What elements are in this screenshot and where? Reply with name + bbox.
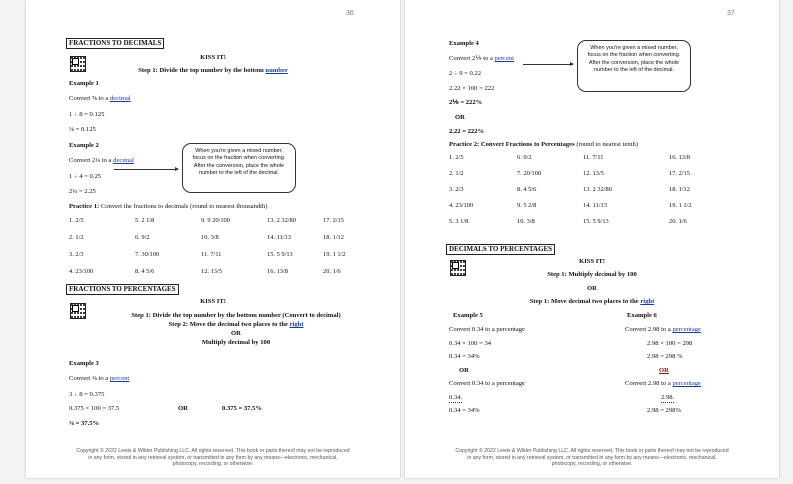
step-heading: Multiply decimal by 100: [201, 339, 271, 346]
page-number: 37: [727, 10, 735, 17]
practice-item: 17. 2/15: [323, 217, 344, 224]
practice-item: 2. 1/2: [69, 234, 84, 241]
example-3-line: ⅜ = 37.5%: [69, 420, 100, 427]
practice-item: 14. 11/13: [267, 234, 291, 241]
step-heading: Step 2: Move the decimal two places to the right: [168, 321, 304, 328]
example-4-line: 2.22 = 222%: [449, 128, 485, 135]
step-heading: Step 1: Multiply decimal by 100: [547, 271, 637, 278]
or-label: OR: [178, 405, 188, 412]
arrow-icon: [114, 169, 178, 170]
mixed-number-callout: When you're given a mixed number, focus on the fraction when converting. After the conversion, place the whole number to the left of the decimal.: [577, 40, 691, 92]
practice-item: 18. 1/12: [669, 186, 690, 193]
section-title-fractions-to-decimals: FRACTIONS TO DECIMALS: [66, 38, 164, 49]
practice-item: 7. 30/100: [135, 251, 160, 258]
example-2-question: Convert 2¼ to a decimal: [69, 157, 135, 164]
practice-item: 9. 5 2/8: [517, 202, 537, 209]
practice-2-instructions: Practice 2: Convert Fractions to Percentages (round to nearest tenth): [449, 141, 639, 148]
example-1-line: 1 ÷ 8 = 0.125: [69, 111, 105, 118]
step-heading: Step 1: Divide the top number by the bottom number: [138, 67, 288, 74]
example-5-question: Convert 0.34 to a percentage: [449, 326, 525, 333]
practice-item: 7. 20/100: [517, 170, 542, 177]
practice-item: 5. 3 1/8: [449, 218, 469, 225]
kiss-heading: KISS IT!: [200, 298, 226, 305]
practice-item: 4. 23/100: [449, 202, 474, 209]
practice-item: 13. 2 32/80: [267, 217, 296, 224]
practice-item: 17. 2/15: [669, 170, 690, 177]
practice-item: 6. 9/2: [517, 154, 532, 161]
practice-item: 5. 2 1/8: [135, 217, 155, 224]
practice-item: 6. 9/2: [135, 234, 150, 241]
practice-item: 15. 5 9/13: [583, 218, 609, 225]
practice-item: 14. 11/13: [583, 202, 607, 209]
practice-item: 10. 3/8: [201, 234, 219, 241]
example-3-line: 3 ÷ 8 = 0.375: [69, 391, 105, 398]
example-2-title: Example 2: [69, 142, 99, 149]
practice-item: 8. 4 5/6: [135, 268, 155, 275]
practice-item: 12. 13/5: [201, 268, 222, 275]
example-4-title: Example 4: [449, 40, 479, 47]
practice-item: 1. 2/5: [69, 217, 84, 224]
example-1-question: Convert ⅝ to a decimal: [69, 95, 131, 102]
copyright-footer: Copyright © 2022 Lewis & Wilder Publishing LLC. All rights reserved. This book or parts thereof may not be reproduced in any form, stored in any retrieval system, or transmitted in any form by any means—electronic, mechanical, photocopy, recording, or otherwise.: [455, 448, 729, 468]
example-5-line: 0.34.: [449, 394, 463, 401]
example-2-line: 1 ÷ 4 = 0.25: [69, 173, 102, 180]
example-6-line: 2.98.: [661, 394, 675, 401]
practice-item: 18. 1/12: [323, 234, 344, 241]
example-6-line: 2.98 × 100 = 298: [647, 340, 693, 347]
practice-item: 20. 1/6: [669, 218, 687, 225]
example-5-title: Example 5: [453, 312, 483, 319]
example-1-title: Example 1: [69, 80, 99, 87]
example-5-question: Convert 0.34 to a percentage: [449, 380, 525, 387]
arrow-icon: [523, 64, 573, 65]
or-label: OR: [459, 367, 469, 374]
right-page: [405, 0, 779, 478]
step-heading: Step 1: Divide the top number by the bottom number (Convert to decimal): [131, 312, 341, 319]
practice-item: 19. 1 1/2: [323, 251, 346, 258]
page-number: 36: [346, 10, 354, 17]
or-label: OR: [455, 114, 465, 121]
practice-item: 3. 2/3: [69, 251, 84, 258]
mixed-number-callout: When you're given a mixed number, focus on the fraction when converting. After the conversion, place the whole number to the left of the decimal.: [182, 143, 296, 193]
practice-item: 9. 9 20/100: [201, 217, 230, 224]
practice-item: 10. 3/8: [517, 218, 535, 225]
practice-item: 16. 13/8: [669, 154, 690, 161]
example-4-line: 2 ÷ 9 = 0.22: [449, 70, 482, 77]
example-4-question: Convert 2⅑ to a percent: [449, 55, 514, 62]
practice-item: 2. 1/2: [449, 170, 464, 177]
practice-item: 16. 13/8: [267, 268, 288, 275]
example-3-alt: 0.375 = 37.5%: [222, 405, 263, 412]
example-6-question: Convert 2.98 to a percentage: [625, 326, 701, 333]
or-label: OR: [231, 330, 241, 337]
section-title-decimals-to-percentages: DECIMALS TO PERCENTAGES: [446, 244, 555, 255]
example-6-question: Convert 2.98 to a percentage: [625, 380, 701, 387]
example-2-line: 2¼ = 2.25: [69, 188, 96, 195]
practice-item: 19. 1 1/2: [669, 202, 692, 209]
example-6-line: 2.98 = 298%: [647, 407, 681, 414]
example-4-line: 2.22 × 100 = 222: [449, 85, 495, 92]
example-6-line: 2.98 = 298 %: [647, 353, 683, 360]
left-page: [26, 0, 400, 478]
example-4-line: 2⅑ = 222%: [449, 99, 483, 106]
practice-item: 3. 2/3: [449, 186, 464, 193]
example-1-line: ⅛ = 0.125: [69, 126, 96, 133]
copyright-footer: Copyright © 2022 Lewis & Wilder Publishing LLC. All rights reserved. This book or parts thereof may not be reproduced in any form, stored in any retrieval system, or transmitted in any form by any means—electronic, mechanical, photocopy, recording, or otherwise.: [76, 448, 350, 468]
practice-item: 11. 7/11: [583, 154, 604, 161]
example-5-line: 0.34 = 34%: [449, 353, 480, 360]
or-label: OR: [587, 285, 597, 292]
step-heading: Step 1: Move decimal two places to the right: [529, 298, 655, 305]
example-3-title: Example 3: [69, 360, 99, 367]
practice-item: 20. 1/6: [323, 268, 341, 275]
practice-item: 12. 13/5: [583, 170, 604, 177]
practice-item: 11. 7/11: [201, 251, 222, 258]
example-3-line: 0.375 × 100 = 37.5: [69, 405, 120, 412]
practice-item: 15. 5 9/13: [267, 251, 293, 258]
example-5-line: 0.34 × 100 = 34: [449, 340, 492, 347]
practice-item: 8. 4 5/6: [517, 186, 537, 193]
example-5-line: 0.34 = 34%: [449, 407, 480, 414]
or-label: OR: [659, 367, 669, 374]
example-3-question: Convert ⅜ to a percent: [69, 375, 130, 382]
section-title-fractions-to-percentages: FRACTIONS TO PERCENTAGES: [66, 284, 179, 295]
kiss-heading: KISS IT!: [200, 54, 226, 61]
kiss-heading: KISS IT!: [579, 258, 605, 265]
practice-1-instructions: Practice 1: Convert the fractions to decimals (round to nearest thousandth): [69, 203, 268, 210]
practice-item: 4. 23/100: [69, 268, 94, 275]
example-6-title: Example 6: [627, 312, 657, 319]
practice-item: 1. 2/5: [449, 154, 464, 161]
practice-item: 13. 2 32/80: [583, 186, 612, 193]
